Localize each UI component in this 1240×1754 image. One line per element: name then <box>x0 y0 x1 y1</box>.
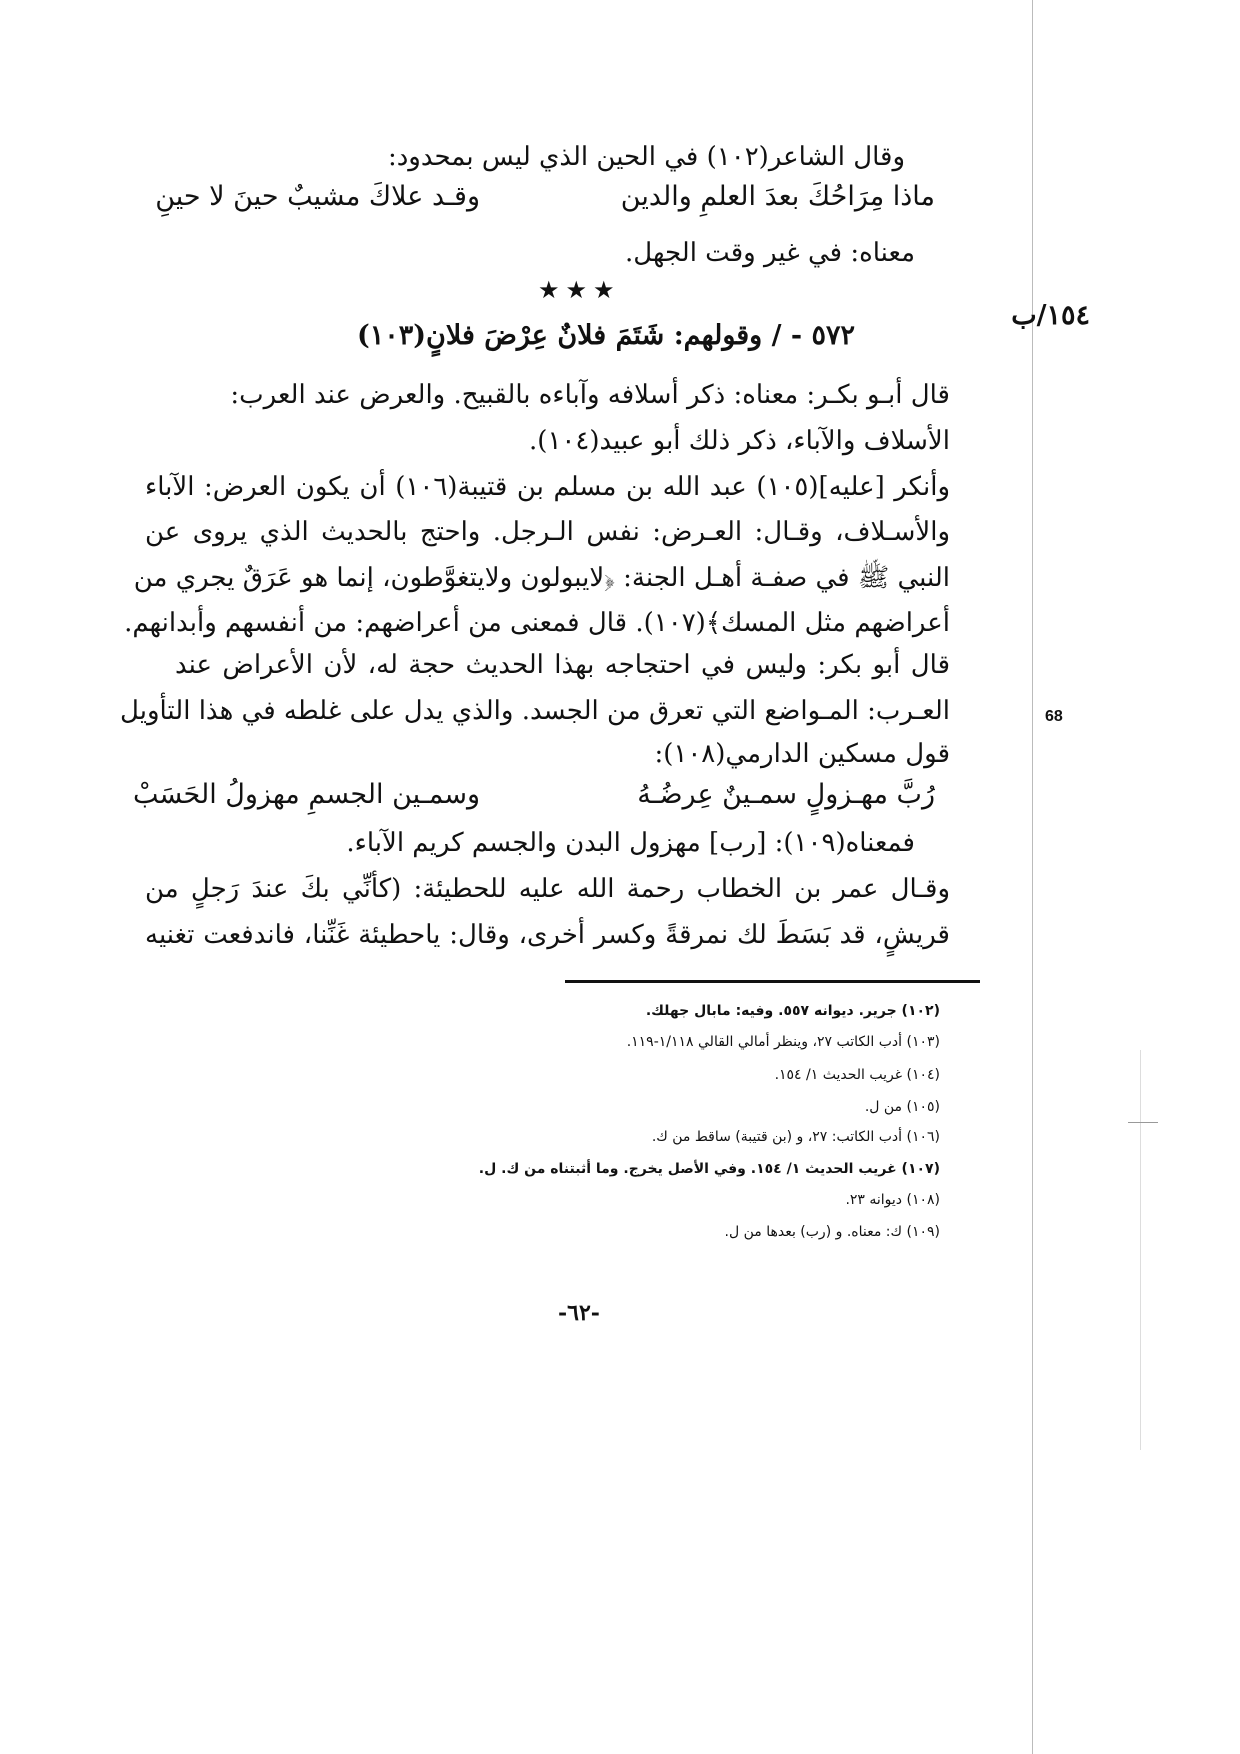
footnote-102: (١٠٢) جرير. ديوانه ٥٥٧. وفيه: مابال جهلك. <box>645 1003 940 1019</box>
body-line: فمعناه(١٠٩): [رب] مهزول البدن والجسم كريم الآباء. <box>346 828 915 858</box>
footnote-103: (١٠٣) أدب الكاتب ٢٧، وينظر أمالي القالي ١/١١٨-١١٩. <box>626 1034 940 1050</box>
footnote-108: (١٠٨) ديوانه ٢٣. <box>845 1192 940 1208</box>
body-line: العـرب: المـواضع التي تعرق من الجسد. والذي يدل على غلطه في هذا التأويل <box>120 696 950 726</box>
meaning-line: معناه: في غير وقت الجهل. <box>625 238 915 268</box>
entry-heading: ٥٧٢ - / وقولهم: شَتَمَ فلانٌ عِرْضَ فلانٍ(١٠٣) <box>356 320 855 351</box>
footnote-109: (١٠٩) ك: معناه. و (رب) بعدها من ل. <box>724 1224 940 1240</box>
footnote-105: (١٠٥) من ل. <box>864 1099 940 1115</box>
body-line: الأسلاف والآباء، ذكر ذلك أبو عبيد(١٠٤). <box>529 426 950 456</box>
body-line: النبي ﷺ في صفـة أهـل الجنة: ﴿لايبولون ولايتغوَّطون، إنما هو عَرَقٌ يجري من <box>133 563 950 593</box>
page-number: -٦٢- <box>558 1300 600 1326</box>
body-line: قريشٍ، قد بَسَطَ لك نمرقةً وكسر أخرى، وقال: ياحطيئة غَنِّنا، فاندفعت تغنيه <box>145 920 950 950</box>
verse1-first-half: ماذا مِرَاحُكَ بعدَ العلمِ والدين <box>620 181 935 212</box>
folio-reference: ١٥٤/ب <box>1011 300 1090 331</box>
body-line: وقـال عمر بن الخطاب رحمة الله عليه للحطيئة: (كأنِّي بكَ عندَ رَجلٍ من <box>145 874 950 904</box>
footnote-107: (١٠٧) غريب الحديث ١/ ١٥٤. وفي الأصل يخرج. وما أثبتناه من ك. ل. <box>478 1161 940 1177</box>
scan-edge-line <box>1032 0 1033 1754</box>
body-line: أعراضهم مثل المسك﴾(١٠٧). قال فمعنى من أعراضهم: من أنفسهم وأبدانهم. <box>124 608 950 638</box>
footnote-106: (١٠٦) أدب الكاتب: ٢٧، و (بن قتيبة) ساقط من ك. <box>651 1129 940 1145</box>
body-line: قال أبو بكر: وليس في احتجاجه بهذا الحديث حجة له، لأن الأعراض عند <box>175 650 950 680</box>
body-line: وأنكر [عليه](١٠٥) عبد الله بن مسلم بن قتيبة(١٠٦) أن يكون العرض: الآباء <box>145 472 950 502</box>
intro-line: وقال الشاعر(١٠٢) في الحين الذي ليس بمحدود: <box>387 142 905 172</box>
verse1-second-half: وقـد علاكَ مشيبٌ حينَ لا حينِ <box>155 181 480 212</box>
scan-tick <box>1128 1122 1158 1123</box>
footnote-104: (١٠٤) غريب الحديث ١/ ١٥٤. <box>774 1067 940 1083</box>
separator-stars: ★★★ <box>538 276 621 304</box>
verse2-second-half: وسمـين الجسمِ مهزولُ الحَسَبْ <box>132 779 480 810</box>
scan-edge-line-faint <box>1140 1050 1141 1450</box>
footnote-rule <box>565 980 980 983</box>
body-line: قال أبـو بكـر: معناه: ذكر أسلافه وآباءه بالقبيح. والعرض عند العرب: <box>230 380 950 410</box>
verse2-first-half: رُبَّ مهـزولٍ سمـينٌ عِرضُـهُ <box>637 779 935 810</box>
body-line: والأسـلاف، وقـال: العـرض: نفس الـرجل. واحتج بالحديث الذي يروى عن <box>145 517 950 547</box>
side-page-number: 68 <box>1045 708 1063 725</box>
body-line: قول مسكين الدارمي(١٠٨): <box>654 739 950 769</box>
